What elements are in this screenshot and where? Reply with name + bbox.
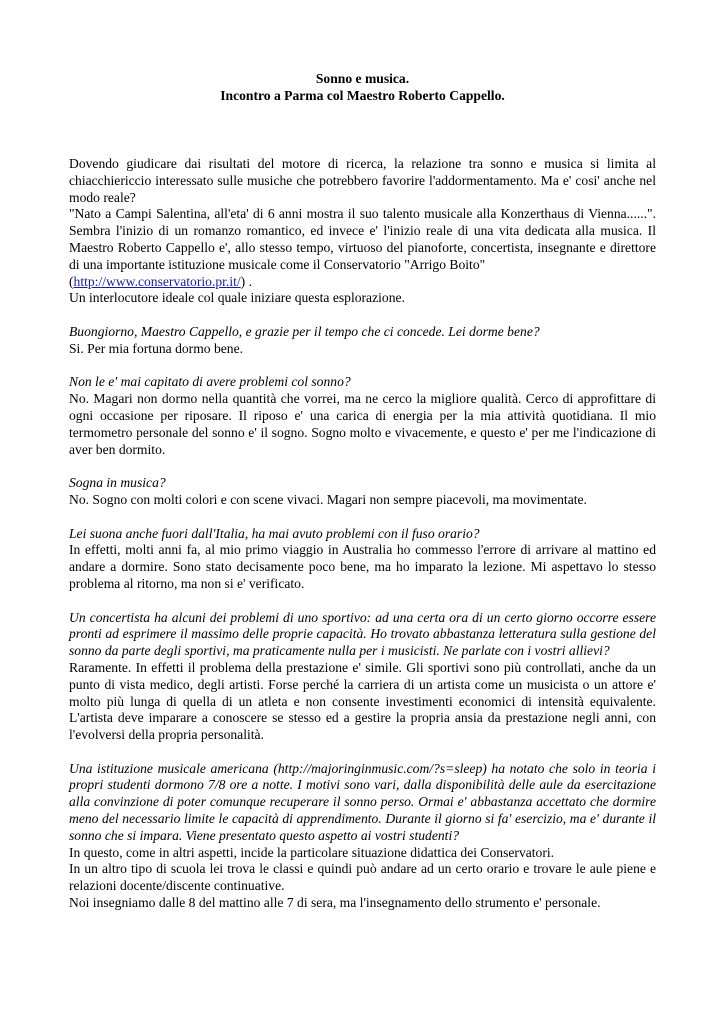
question-6: Una istituzione musicale americana (http://majoringinmusic.com/?s=sleep) ha notato che solo in teoria i propri studenti dormono 7/8 ore a notte. I motivi sono vari, dalla disponibilità delle aule da esercitazione alla convinzione di poter comunque recuperare il sonno perso. Ormai e' abbastanza accettato che dormire meno del necessario limite le capacità di apprendimento. Durante il giorno si fa' esercizio, ma e' durante il sonno che si impara. Viene presentato questo aspetto ai vostri studenti? [69,760,656,843]
question-2: Non le e' mai capitato di avere problemi col sonno? [69,374,351,390]
answer-6-line-2: In un altro tipo di scuola lei trova le classi e quindi può andare ad un certo orario e trovare le aule piene e relazioni docente/discente continuative. [69,861,656,894]
question-3: Sogna in musica? [69,475,166,491]
document-page [69,70,656,912]
conservatorio-link[interactable]: http://www.conservatorio.pr.it/ [73,273,241,289]
title-line-1: Sonno e musica. [315,71,410,86]
intro-paragraph-2-text: "Nato a Campi Salentina, all'eta' di 6 anni mostra il suo talento musicale alla Konzerthaus di Vienna......". Sembra l'inizio di un romanzo romantico, ed invece e' l'inizio reale di una vita dedicata alla musica. Il Maestro Roberto Cappello e', allo stesso tempo, virtuoso del pianoforte, concertista, insegnante e direttore di una importante istituzione musicale come il Conservatorio "Arrigo Boito" [69,206,656,272]
question-1: Buongiorno, Maestro Cappello, e grazie per il tempo che ci concede. Lei dorme bene? [69,323,540,339]
title-line-2: Incontro a Parma col Maestro Roberto Cappello. [220,88,505,103]
answer-5: Raramente. In effetti il problema della prestazione e' simile. Gli sportivi sono più controllati, anche da un punto di vista medico, degli artisti. Forse perché la carriera di un artista come un musicista o un attore e' molto più lunga di quella di un atleta e non consente investimenti economici di intensità equivalente. L'artista deve imparare a conoscere se stesso ed a gestire la propria ansia da prestazione negli anni, con l'evolversi della propria personalità. [69,659,656,743]
intro-paragraph-1: Dovendo giudicare dai risultati del motore di ricerca, la relazione tra sonno e musica si limita al chiacchiericcio interessato sulle musiche che potrebbero favorire l'addormentamento. Ma e' cosi' anche nel modo reale? [69,156,656,205]
answer-6-line-3: Noi insegniamo dalle 8 del mattino alle 7 di sera, ma l'insegnamento dello strumento e' personale. [69,895,601,911]
answer-6-line-1: In questo, come in altri aspetti, incide la particolare situazione didattica dei Conservatori. [69,844,555,860]
intro-paragraph-2: "Nato a Campi Salentina, all'eta' di 6 anni mostra il suo talento musicale alla Konzerthaus di Vienna......". Sembra l'inizio di un romanzo romantico, ed invece e' l'inizio reale di una vita dedicata alla musica. Il Maestro Roberto Cappello e', allo stesso tempo, virtuoso del pianoforte, concertista, insegnante e direttore di una importante istituzione musicale come il Conservatorio "Arrigo Boito" (http://www.conservatorio.pr.it/) . [69,206,656,289]
answer-3: No. Sogno con molti colori e con scene vivaci. Magari non sempre piacevoli, ma movimentate. [69,491,587,507]
answer-2: No. Magari non dormo nella quantità che vorrei, ma ne cerco la migliore qualità. Cerco di approfittare di ogni occasione per riposare. Il riposo e' una carica di energia per la mia attività quotidiana. Il mio termometro personale del sonno e' il sogno. Sogno molto e vivacemente, e questo e' per me l'indicazione di aver ben dormito. [69,391,656,457]
intro-paragraph-3: Un interlocutore ideale col quale iniziare questa esplorazione. [69,290,405,306]
question-5: Un concertista ha alcuni dei problemi di uno sportivo: ad una certa ora di un certo giorno occorre essere pronti ad esprimere il massimo delle proprie capacità. Ho trovato abbastanza letteratura sulla gestione del sonno da parte degli sportivi, ma praticamente nulla per i musicisti. Ne parlate con i vostri allievi? [69,609,656,659]
document-title [69,70,656,104]
question-4: Lei suona anche fuori dall'Italia, ha mai avuto problemi con il fuso orario? [69,525,480,541]
answer-1: Si. Per mia fortuna dormo bene. [69,340,244,356]
answer-4: In effetti, molti anni fa, al mio primo viaggio in Australia ho commesso l'errore di arrivare al mattino ed andare a dormire. Sono stato decisamente poco bene, ma ho imparato la lezione. Mi aspettavo lo stesso problema al ritorno, ma non si e' verificato. [69,542,656,591]
